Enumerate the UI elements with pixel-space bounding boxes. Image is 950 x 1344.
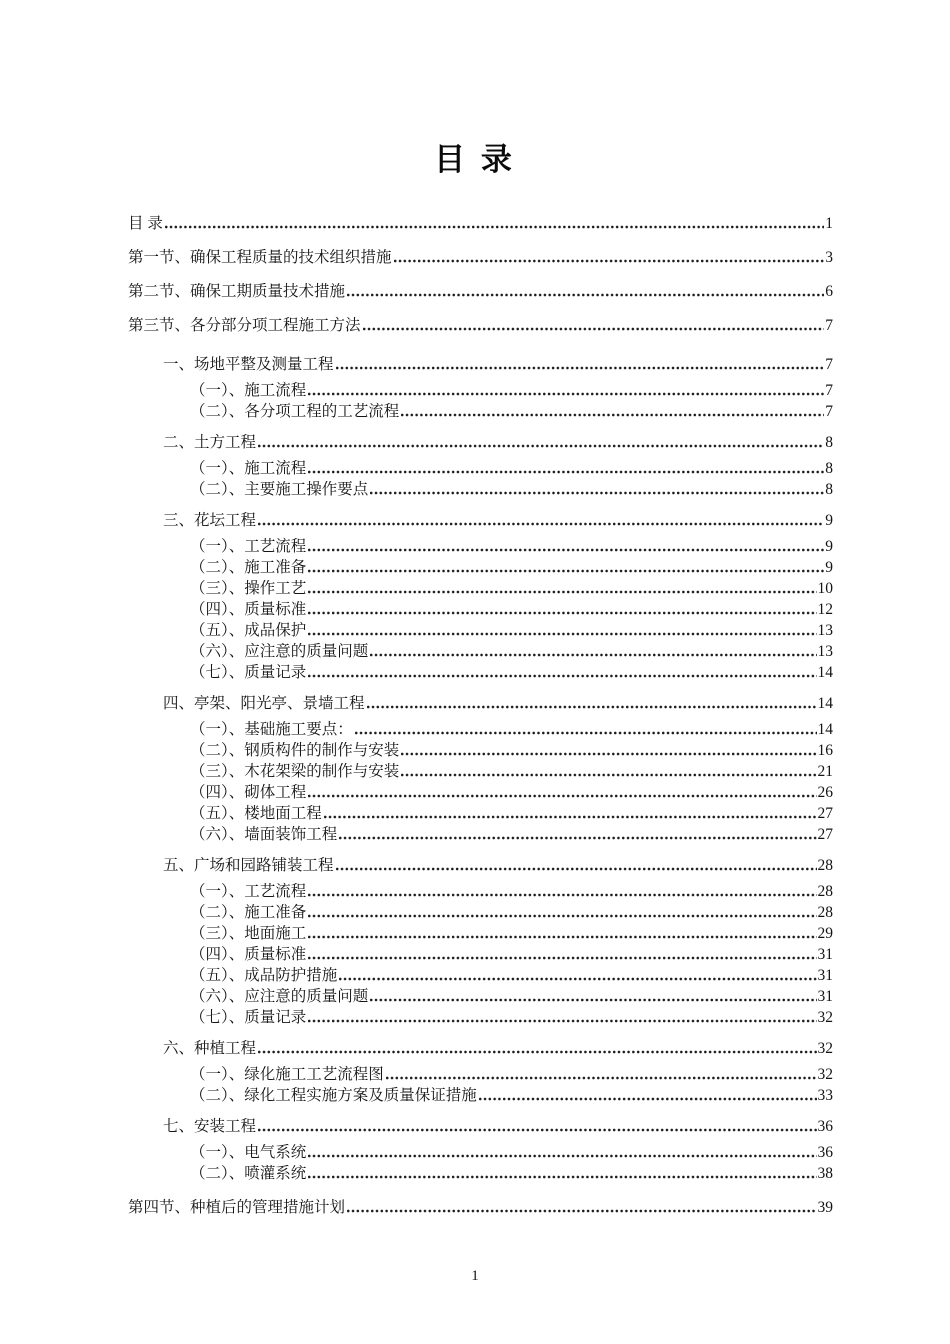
dot-leader xyxy=(308,1174,816,1180)
dot-leader xyxy=(308,547,824,553)
toc-entry-label: （五）、楼地面工程 xyxy=(190,805,322,822)
toc-entry-label: （三）、地面施工 xyxy=(190,925,307,942)
toc-entry-label: （一）、工艺流程 xyxy=(190,883,307,900)
toc-entry[interactable] xyxy=(128,740,833,761)
toc-entry-page: 12 xyxy=(817,601,833,618)
toc-entry-label: 第四节、种植后的管理措施计划 xyxy=(128,1199,346,1216)
toc-entry-page: 10 xyxy=(817,580,833,597)
toc-entry-page: 26 xyxy=(817,784,833,801)
toc-entry-label: （一）、施工流程 xyxy=(190,460,307,477)
toc-entry[interactable] xyxy=(128,986,833,1007)
toc-entry[interactable] xyxy=(128,782,833,803)
toc-entry[interactable] xyxy=(128,719,833,740)
toc-entry[interactable] xyxy=(128,479,833,500)
toc-entry-label: （二）、各分项工程的工艺流程 xyxy=(190,403,400,420)
dot-leader xyxy=(479,1096,817,1102)
toc-entry-page: 9 xyxy=(825,512,833,529)
dot-leader xyxy=(308,631,816,637)
toc-entry[interactable] xyxy=(128,902,833,923)
toc-entry-page: 28 xyxy=(817,904,833,921)
toc-entry[interactable] xyxy=(128,380,833,401)
toc-entry-page: 6 xyxy=(825,283,833,300)
toc-entry-page: 7 xyxy=(825,382,833,399)
dot-leader xyxy=(308,1153,816,1159)
toc-entry-page: 8 xyxy=(825,434,833,451)
dot-leader xyxy=(308,793,816,799)
toc-entry-label: （七）、质量记录 xyxy=(190,664,307,681)
toc-entry-label: 第三节、各分部分项工程施工方法 xyxy=(128,317,361,334)
toc-entry[interactable] xyxy=(128,662,833,683)
toc-entry[interactable] xyxy=(128,965,833,986)
dot-leader xyxy=(308,955,816,961)
toc-entry-label: 五、广场和园路铺装工程 xyxy=(163,857,334,874)
toc-entry[interactable] xyxy=(128,1163,833,1184)
toc-entry-page: 8 xyxy=(825,460,833,477)
toc-entry-page: 31 xyxy=(817,988,833,1005)
toc-entry-page: 3 xyxy=(825,249,833,266)
toc-entry-label: 六、种植工程 xyxy=(163,1040,257,1057)
dot-leader xyxy=(401,772,816,778)
toc-entry-page: 14 xyxy=(817,695,833,712)
dot-leader xyxy=(394,258,825,264)
dot-leader xyxy=(165,224,824,230)
toc-entry-page: 28 xyxy=(817,857,833,874)
toc-entry-label: （五）、成品防护措施 xyxy=(190,967,338,984)
dot-leader xyxy=(308,934,816,940)
dot-leader xyxy=(308,391,824,397)
toc-entry-page: 32 xyxy=(817,1066,833,1083)
toc-entry-label: （五）、成品保护 xyxy=(190,622,307,639)
toc-entry-page: 7 xyxy=(825,403,833,420)
dot-leader xyxy=(308,610,816,616)
dot-leader xyxy=(336,866,817,872)
toc-entry[interactable] xyxy=(128,354,833,375)
toc-entry-page: 31 xyxy=(817,967,833,984)
toc-entry-label: （四）、砌体工程 xyxy=(190,784,307,801)
toc-entry[interactable] xyxy=(128,620,833,641)
toc-entry[interactable] xyxy=(128,401,833,422)
toc-entry-page: 36 xyxy=(817,1118,833,1135)
toc-entry-page: 21 xyxy=(817,763,833,780)
toc-entry-page: 7 xyxy=(825,317,833,334)
page-title: 目 录 xyxy=(434,142,516,177)
toc-entry-page: 9 xyxy=(825,538,833,555)
dot-leader xyxy=(308,469,824,475)
dot-leader xyxy=(355,730,817,736)
toc-entry-label: （一）、工艺流程 xyxy=(190,538,307,555)
dot-leader xyxy=(308,892,816,898)
toc-entry[interactable] xyxy=(128,693,833,714)
toc-entry-label: （二）、绿化工程实施方案及质量保证措施 xyxy=(190,1087,477,1104)
toc-entry-page: 14 xyxy=(817,664,833,681)
toc-entry-page: 32 xyxy=(817,1009,833,1026)
toc-entry[interactable] xyxy=(128,923,833,944)
toc-entry-label: （二）、钢质构件的制作与安装 xyxy=(190,742,400,759)
toc-entry-label: （一）、基础施工要点： xyxy=(190,721,353,738)
toc-entry[interactable] xyxy=(128,1116,833,1137)
toc-entry-label: （四）、质量标准 xyxy=(190,601,307,618)
dot-leader xyxy=(308,589,816,595)
toc-entry[interactable] xyxy=(128,578,833,599)
toc-entry[interactable] xyxy=(128,315,833,336)
toc-entry-page: 36 xyxy=(817,1144,833,1161)
toc-entry-label: （二）、施工准备 xyxy=(190,559,307,576)
toc-entry-page: 7 xyxy=(825,356,833,373)
dot-leader xyxy=(370,490,824,496)
dot-leader xyxy=(258,1049,816,1055)
dot-leader xyxy=(386,1075,817,1081)
dot-leader xyxy=(401,751,816,757)
toc-entry[interactable] xyxy=(128,1038,833,1059)
toc-entry[interactable] xyxy=(128,881,833,902)
toc-entry[interactable] xyxy=(128,944,833,965)
toc-entry[interactable] xyxy=(128,599,833,620)
toc-entry[interactable] xyxy=(128,510,833,531)
toc-entry-label: （一）、电气系统 xyxy=(190,1144,307,1161)
toc-entry-page: 14 xyxy=(817,721,833,738)
toc-entry-page: 16 xyxy=(817,742,833,759)
dot-leader xyxy=(339,976,816,982)
dot-leader xyxy=(363,326,825,332)
dot-leader xyxy=(258,521,824,527)
toc-entry[interactable] xyxy=(128,1085,833,1106)
dot-leader xyxy=(308,673,816,679)
toc-entry-page: 9 xyxy=(825,559,833,576)
toc-entry-label: 一、场地平整及测量工程 xyxy=(163,356,334,373)
toc-entry-label: 七、安装工程 xyxy=(163,1118,257,1135)
toc-entry[interactable] xyxy=(128,761,833,782)
dot-leader xyxy=(308,913,816,919)
toc-entry-label: （六）、应注意的质量问题 xyxy=(190,643,369,660)
toc-entry-label: （七）、质量记录 xyxy=(190,1009,307,1026)
toc-entry[interactable] xyxy=(128,641,833,662)
toc-entry-page: 27 xyxy=(817,805,833,822)
toc-entry-page: 32 xyxy=(817,1040,833,1057)
dot-leader xyxy=(370,997,816,1003)
toc-entry[interactable] xyxy=(128,1142,833,1163)
footer-page-number: 1 xyxy=(471,1268,479,1284)
toc-entry-label: （二）、喷灌系统 xyxy=(190,1165,307,1182)
toc-entry[interactable] xyxy=(128,557,833,578)
dot-leader xyxy=(401,412,824,418)
dot-leader xyxy=(258,1127,816,1133)
toc-list xyxy=(0,213,950,1218)
toc-entry[interactable] xyxy=(128,247,833,268)
toc-entry-label: 四、亭架、阳光亭、景墙工程 xyxy=(163,695,365,712)
page-footer xyxy=(0,1266,950,1286)
dot-leader xyxy=(339,835,816,841)
toc-entry-page: 29 xyxy=(817,925,833,942)
toc-entry-label: （四）、质量标准 xyxy=(190,946,307,963)
toc-entry[interactable] xyxy=(128,281,833,302)
toc-entry-page: 13 xyxy=(817,622,833,639)
dot-leader xyxy=(308,1018,816,1024)
toc-entry-label: （一）、施工流程 xyxy=(190,382,307,399)
toc-entry[interactable] xyxy=(128,458,833,479)
toc-entry-label: （二）、主要施工操作要点 xyxy=(190,481,369,498)
dot-leader xyxy=(347,292,824,298)
dot-leader xyxy=(336,365,825,371)
toc-entry-label: 二、土方工程 xyxy=(163,434,257,451)
toc-entry-label: 目 录 xyxy=(128,215,163,232)
toc-entry-page: 38 xyxy=(817,1165,833,1182)
toc-entry-page: 31 xyxy=(817,946,833,963)
toc-entry-label: （六）、应注意的质量问题 xyxy=(190,988,369,1005)
toc-entry-label: （一）、绿化施工工艺流程图 xyxy=(190,1066,384,1083)
toc-entry[interactable] xyxy=(128,213,833,234)
toc-entry-page: 13 xyxy=(817,643,833,660)
toc-entry-page: 27 xyxy=(817,826,833,843)
toc-entry[interactable] xyxy=(128,803,833,824)
toc-entry[interactable] xyxy=(128,1064,833,1085)
toc-entry-page: 1 xyxy=(825,215,833,232)
dot-leader xyxy=(367,704,817,710)
toc-entry-page: 33 xyxy=(817,1087,833,1104)
toc-entry-label: 第二节、确保工期质量技术措施 xyxy=(128,283,346,300)
dot-leader xyxy=(324,814,817,820)
toc-entry-label: （三）、木花架梁的制作与安装 xyxy=(190,763,400,780)
toc-entry[interactable] xyxy=(128,536,833,557)
toc-entry-page: 28 xyxy=(817,883,833,900)
dot-leader xyxy=(308,568,824,574)
toc-entry[interactable] xyxy=(128,1007,833,1028)
dot-leader xyxy=(370,652,816,658)
dot-leader xyxy=(347,1208,816,1214)
toc-entry[interactable] xyxy=(128,1197,833,1218)
toc-entry-label: （二）、施工准备 xyxy=(190,904,307,921)
toc-entry[interactable] xyxy=(128,824,833,845)
toc-entry[interactable] xyxy=(128,432,833,453)
toc-entry[interactable] xyxy=(128,855,833,876)
toc-entry-page: 8 xyxy=(825,481,833,498)
toc-entry-page: 39 xyxy=(817,1199,833,1216)
toc-entry-label: 第一节、确保工程质量的技术组织措施 xyxy=(128,249,392,266)
toc-entry-label: （三）、操作工艺 xyxy=(190,580,307,597)
toc-entry-label: 三、花坛工程 xyxy=(163,512,257,529)
toc-entry-label: （六）、墙面装饰工程 xyxy=(190,826,338,843)
dot-leader xyxy=(258,443,824,449)
